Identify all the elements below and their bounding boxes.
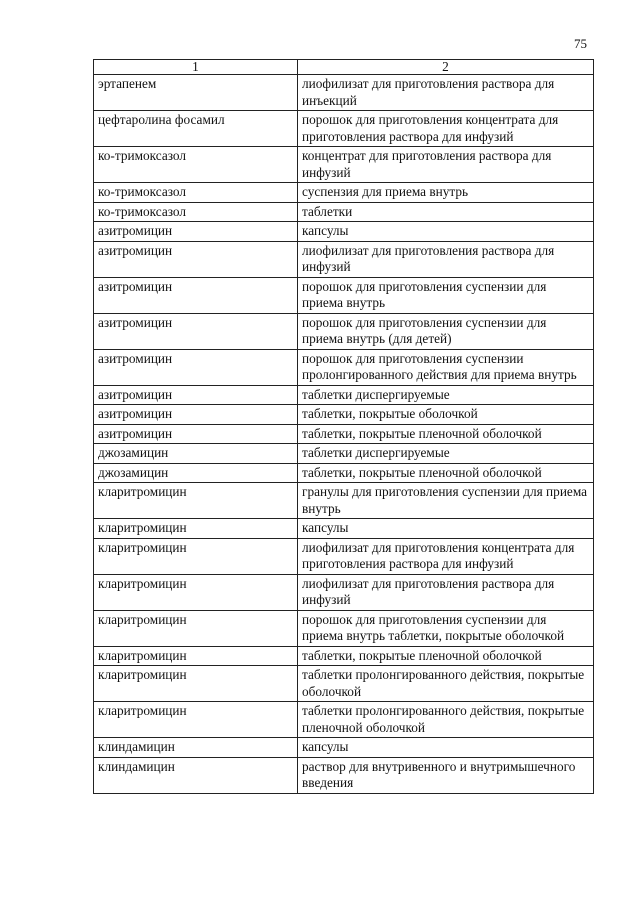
dosage-form-cell: лиофилизат для приготовления раствора для инъекций bbox=[298, 75, 594, 111]
drug-name-cell: джозамицин bbox=[94, 463, 298, 483]
drug-name-cell: кларитромицин bbox=[94, 483, 298, 519]
table-row bbox=[94, 738, 594, 758]
drug-forms-table bbox=[93, 59, 594, 794]
drug-name-cell: азитромицин bbox=[94, 405, 298, 425]
drug-name-cell: ко-тримоксазол bbox=[94, 183, 298, 203]
table-row bbox=[94, 405, 594, 425]
table-row bbox=[94, 702, 594, 738]
dosage-form-cell: таблетки bbox=[298, 202, 594, 222]
table-row bbox=[94, 538, 594, 574]
dosage-form-cell: лиофилизат для приготовления раствора для инфузий bbox=[298, 574, 594, 610]
dosage-form-cell: порошок для приготовления суспензии пролонгированного действия для приема внутрь bbox=[298, 349, 594, 385]
drug-name-cell: азитромицин bbox=[94, 313, 298, 349]
dosage-form-cell: порошок для приготовления суспензии для приема внутрь (для детей) bbox=[298, 313, 594, 349]
table-row bbox=[94, 202, 594, 222]
drug-name-cell: ко-тримоксазол bbox=[94, 202, 298, 222]
dosage-form-cell: лиофилизат для приготовления раствора для инфузий bbox=[298, 241, 594, 277]
dosage-form-cell: порошок для приготовления концентрата для приготовления раствора для инфузий bbox=[298, 111, 594, 147]
dosage-form-cell: таблетки, покрытые оболочкой bbox=[298, 405, 594, 425]
table-row bbox=[94, 111, 594, 147]
table-row bbox=[94, 222, 594, 242]
drug-name-cell: клиндамицин bbox=[94, 757, 298, 793]
table-row bbox=[94, 574, 594, 610]
table-row bbox=[94, 147, 594, 183]
dosage-form-cell: концентрат для приготовления раствора для инфузий bbox=[298, 147, 594, 183]
drug-name-cell: ко-тримоксазол bbox=[94, 147, 298, 183]
dosage-form-cell: суспензия для приема внутрь bbox=[298, 183, 594, 203]
drug-name-cell: азитромицин bbox=[94, 349, 298, 385]
drug-name-cell: кларитромицин bbox=[94, 646, 298, 666]
dosage-form-cell: таблетки пролонгированного действия, покрытые оболочкой bbox=[298, 666, 594, 702]
dosage-form-cell: раствор для внутривенного и внутримышечного введения bbox=[298, 757, 594, 793]
drug-name-cell: азитромицин bbox=[94, 277, 298, 313]
table-row bbox=[94, 241, 594, 277]
dosage-form-cell: таблетки, покрытые пленочной оболочкой bbox=[298, 646, 594, 666]
table-row bbox=[94, 313, 594, 349]
dosage-form-cell: таблетки пролонгированного действия, покрытые пленочной оболочкой bbox=[298, 702, 594, 738]
dosage-form-cell: таблетки, покрытые пленочной оболочкой bbox=[298, 463, 594, 483]
table-row bbox=[94, 463, 594, 483]
table-row bbox=[94, 277, 594, 313]
dosage-form-cell: капсулы bbox=[298, 519, 594, 539]
drug-name-cell: азитромицин bbox=[94, 385, 298, 405]
dosage-form-cell: порошок для приготовления суспензии для приема внутрь таблетки, покрытые оболочкой bbox=[298, 610, 594, 646]
drug-name-cell: азитромицин bbox=[94, 424, 298, 444]
table-row bbox=[94, 349, 594, 385]
drug-name-cell: кларитромицин bbox=[94, 519, 298, 539]
drug-name-cell: цефтаролина фосамил bbox=[94, 111, 298, 147]
table-header-row bbox=[94, 60, 594, 75]
dosage-form-cell: капсулы bbox=[298, 738, 594, 758]
drug-name-cell: азитромицин bbox=[94, 241, 298, 277]
table-row bbox=[94, 483, 594, 519]
dosage-form-cell: порошок для приготовления суспензии для приема внутрь bbox=[298, 277, 594, 313]
drug-name-cell: кларитромицин bbox=[94, 610, 298, 646]
table-row bbox=[94, 610, 594, 646]
page-number: 75 bbox=[574, 36, 587, 51]
table-row bbox=[94, 646, 594, 666]
drug-name-cell: кларитромицин bbox=[94, 702, 298, 738]
drug-name-cell: кларитромицин bbox=[94, 538, 298, 574]
dosage-form-cell: капсулы bbox=[298, 222, 594, 242]
dosage-form-cell: таблетки диспергируемые bbox=[298, 444, 594, 464]
dosage-form-cell: таблетки, покрытые пленочной оболочкой bbox=[298, 424, 594, 444]
drug-name-cell: кларитромицин bbox=[94, 666, 298, 702]
table-row bbox=[94, 666, 594, 702]
table-row bbox=[94, 757, 594, 793]
dosage-form-cell: гранулы для приготовления суспензии для приема внутрь bbox=[298, 483, 594, 519]
drug-name-cell: джозамицин bbox=[94, 444, 298, 464]
drug-name-cell: азитромицин bbox=[94, 222, 298, 242]
drug-name-cell: эртапенем bbox=[94, 75, 298, 111]
table-row bbox=[94, 385, 594, 405]
dosage-form-cell: лиофилизат для приготовления концентрата для приготовления раствора для инфузий bbox=[298, 538, 594, 574]
drug-name-cell: кларитромицин bbox=[94, 574, 298, 610]
table-row bbox=[94, 424, 594, 444]
table-row bbox=[94, 183, 594, 203]
table-row bbox=[94, 75, 594, 111]
table-row bbox=[94, 519, 594, 539]
column-header-2: 2 bbox=[298, 60, 594, 75]
column-header-1: 1 bbox=[94, 60, 298, 75]
drug-name-cell: клиндамицин bbox=[94, 738, 298, 758]
dosage-form-cell: таблетки диспергируемые bbox=[298, 385, 594, 405]
table-row bbox=[94, 444, 594, 464]
